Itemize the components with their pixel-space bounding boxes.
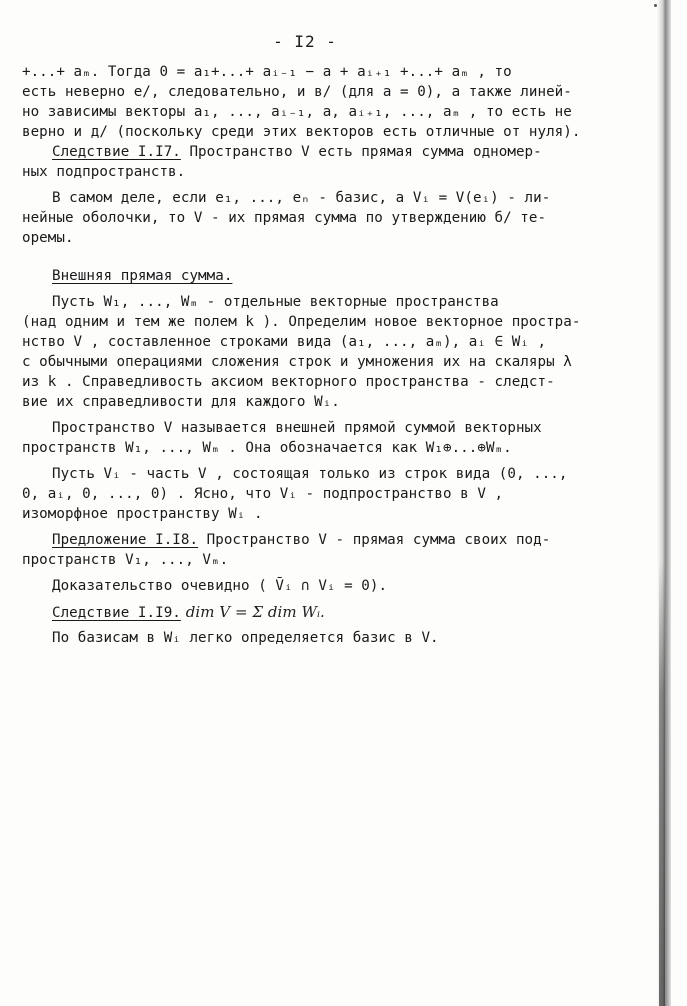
text-line-7: В самом деле, если e₁, ..., eₙ - базис, а Vᵢ = V(eᵢ) - ли- [52, 190, 551, 206]
text-line-10: Пусть W₁, ..., Wₘ - отдельные векторные пространства [52, 294, 499, 310]
page-body [22, 62, 650, 648]
text-line-18: Пусть Vᵢ - часть V , состоящая только из строк вида (0, ..., [52, 466, 568, 482]
text-line-25: По базисам в Wᵢ легко определяется базис в V. [52, 630, 439, 646]
text-line-13: с обычными операциями сложения строк и умножения их на скаляры λ [22, 354, 572, 370]
text-line-3: но зависимы векторы a₁, ..., aᵢ₋₁, a, aᵢ₊₁, ..., aₘ , то есть не [22, 104, 572, 120]
text-line-17: пространств W₁, ..., Wₘ . Она обозначается как W₁⊕...⊕Wₘ. [22, 440, 512, 456]
section-heading [22, 266, 650, 286]
corollary-text: Пространство V есть прямая сумма одномер- [180, 144, 542, 160]
text-line-4: верно и д/ (поскольку среди этих векторов есть отличные от нуля). [22, 124, 581, 140]
text-line-9: оремы. [22, 230, 74, 246]
text-line-14: из k . Справедливость аксиом векторного пространства - следст- [22, 374, 555, 390]
text-line-22: пространств V₁, ..., Vₘ. [22, 552, 229, 568]
corollary-1-17 [22, 142, 650, 162]
text-line-8: нейные оболочки, то V - их прямая сумма по утверждению б/ те- [22, 210, 547, 226]
corollary-2-label: Следствие I.I9. [52, 605, 181, 621]
text-line-15: вие их справедливости для каждого Wᵢ. [22, 394, 340, 410]
corollary-1-19 [22, 602, 650, 622]
text-line-11: (над одним и тем же полем k ). Определим новое векторное простра- [22, 314, 581, 330]
scan-binding-shadow [659, 560, 665, 1006]
text-line-19: 0, aᵢ, 0, ..., 0) . Ясно, что Vᵢ - подпространство в V , [22, 486, 504, 502]
proposition-label: Предложение I.I8. [52, 532, 199, 548]
section-heading-text: Внешняя прямая сумма. [52, 268, 233, 284]
dimension-formula: dim V = Σ dim Wᵢ. [180, 603, 325, 621]
text-line-6: ных подпространств. [22, 164, 186, 180]
proposition-1-18 [22, 530, 650, 550]
proposition-text: Пространство V - прямая сумма своих под- [198, 532, 551, 548]
proof-line: Доказательство очевидно ( V̄ᵢ ∩ Vᵢ = 0). [52, 578, 388, 594]
text-line-1: +...+ aₘ. Тогда 0 = a₁+...+ aᵢ₋₁ − a + aᵢ₊₁ +...+ aₘ , то [22, 64, 512, 80]
page-number: - I2 - [273, 32, 337, 51]
text-line-16: Пространство V называется внешней прямой суммой векторных [52, 420, 542, 436]
text-line-20: изоморфное пространству Wᵢ . [22, 506, 263, 522]
text-line-12: нство V , составленное строками вида (a₁, ..., aₘ), aᵢ ∈ Wᵢ , [22, 334, 547, 350]
corollary-label: Следствие I.I7. [52, 144, 181, 160]
text-line-2: есть неверно е/, следовательно, и в/ (для a = 0), а также линей- [22, 84, 572, 100]
